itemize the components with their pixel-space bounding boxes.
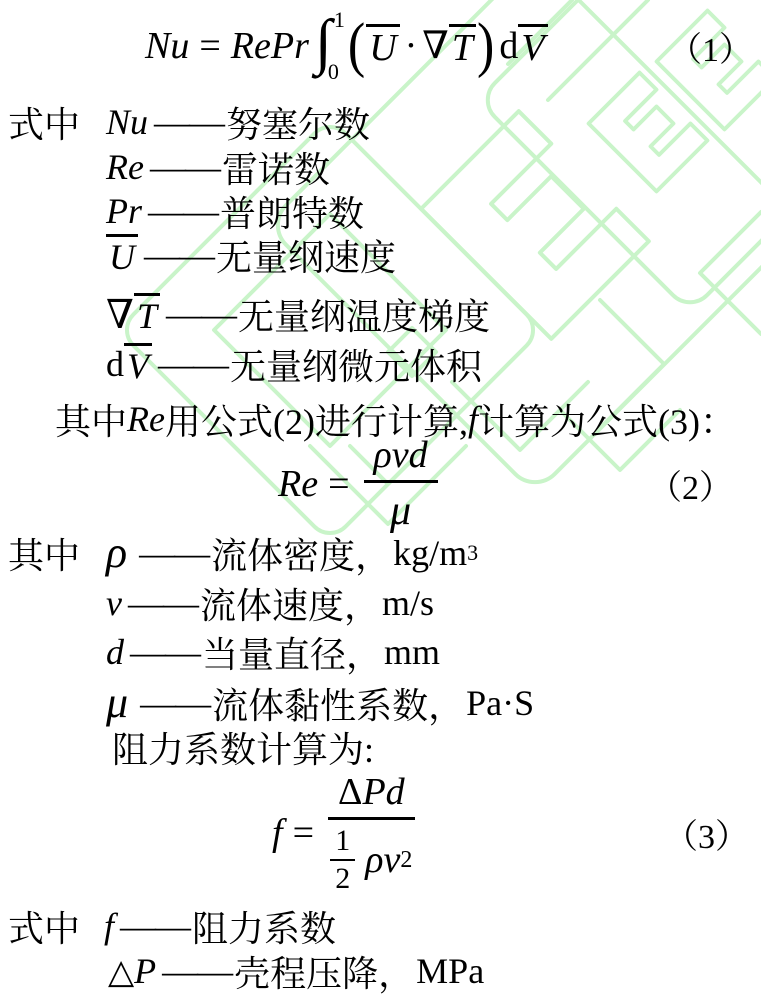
term-nabla-t [106, 293, 160, 335]
integral-sign: ∫ [314, 8, 332, 77]
term-d: d [106, 632, 124, 672]
eq3-rho-v: ρv [365, 839, 401, 881]
definition-row-delta-p [0, 946, 761, 996]
eq3-f: f [272, 812, 283, 854]
definition-row-v [0, 580, 761, 626]
para1-re: Re [127, 399, 165, 439]
definition-dash: —— [139, 533, 210, 573]
definition-dash: —— [140, 683, 211, 723]
definition-dash: —— [158, 344, 228, 384]
definition-desc: 无量纲温度梯度 [237, 296, 490, 337]
eq1-equals: = [199, 25, 221, 67]
nabla-symbol: ∇ [106, 291, 134, 337]
triangle-symbol: △ [108, 954, 135, 991]
equation-3-row [0, 762, 761, 904]
definition-desc: 雷诺数 [221, 149, 330, 190]
definition-dash: —— [127, 583, 198, 623]
definition-row-d [0, 629, 761, 675]
unit-text: MPa [416, 951, 485, 991]
definition-desc: 普朗特数 [220, 193, 365, 234]
eq2-denominator: μ [390, 488, 412, 534]
equation-3-number: （3） [664, 818, 749, 856]
u-bar-letter: U [106, 234, 138, 276]
paragraph-friction-intro [0, 727, 761, 770]
term-pr: Pr [106, 191, 142, 231]
eq2-numerator: ρvd [373, 434, 428, 476]
definition-dash: —— [130, 632, 200, 672]
unit-superscript: 3 [467, 540, 479, 565]
v-bar-letter: V [124, 343, 152, 385]
p-letter: P [134, 951, 157, 991]
eq3-fraction [328, 770, 415, 897]
integral-lower-limit: 0 [327, 59, 339, 84]
eq2-equals: = [328, 463, 350, 505]
term-delta-p [108, 950, 156, 992]
definition-desc: 无量纲微元体积 [230, 346, 483, 387]
definition-desc: 努塞尔数 [226, 104, 371, 145]
para2-text: 阻力系数计算为: [112, 729, 375, 770]
definition-row-re [0, 143, 761, 191]
where-label: 其中 [8, 535, 81, 576]
term-u-bar [106, 234, 138, 276]
equation-2-formula [278, 433, 442, 535]
para1-text: 计算为公式(3)： [477, 401, 736, 442]
definition-desc: 当量直径， [202, 634, 383, 675]
definition-row-f [0, 903, 761, 949]
eq1-u-bar: U [366, 24, 399, 68]
eq3-v-squared: 2 [400, 846, 413, 873]
unit-text: m/s [382, 583, 435, 623]
equation-1-formula [145, 9, 548, 83]
definition-dash: —— [162, 951, 233, 991]
term-f: f [104, 906, 115, 946]
equation-3-formula [272, 770, 419, 897]
term-rho: ρ [106, 528, 128, 577]
half-denominator: 2 [335, 862, 351, 895]
definition-dash: —— [148, 191, 218, 231]
eq1-open-paren: ( [347, 11, 366, 80]
term-dv-bar [106, 343, 152, 385]
definition-desc: 无量纲速度 [216, 237, 397, 278]
one-half-fraction [330, 824, 355, 897]
eq1-nu: Nu [145, 25, 190, 67]
term-nu: Nu [106, 102, 149, 142]
eq3-delta: Δ [338, 770, 363, 813]
t-bar-letter: T [134, 293, 160, 335]
where-label: 式中 [8, 908, 81, 949]
equation-2-row [0, 436, 761, 532]
term-v: v [106, 583, 122, 623]
equation-2-number: （2） [648, 469, 733, 507]
eq2-fraction [364, 433, 438, 535]
unit-text: Pa·S [466, 683, 535, 723]
half-numerator: 1 [330, 824, 355, 862]
eq3-pd: Pd [362, 770, 405, 813]
definition-row-nu [0, 98, 761, 146]
eq1-coeff: RePr [230, 25, 309, 67]
where-label: 式中 [8, 104, 81, 145]
para1-text: 用公式(2)进行计算, [164, 401, 468, 442]
definition-dash: —— [149, 147, 220, 187]
eq2-re: Re [278, 463, 319, 505]
equation-1-number: （1） [668, 31, 753, 69]
para1-text: 其中 [55, 401, 128, 442]
integral-group [315, 9, 345, 83]
definition-dash: —— [144, 235, 214, 275]
eq3-equals: = [292, 812, 314, 854]
eq1-close-paren: ) [476, 11, 495, 80]
definition-desc: 流体黏性系数， [212, 685, 465, 726]
eq1-dot-operator: · [404, 25, 418, 67]
unit-text: mm [384, 632, 441, 672]
differential-d: d [106, 344, 124, 384]
eq1-nabla: ∇ [422, 25, 449, 67]
definition-desc: 流体速度， [199, 585, 380, 626]
definition-row-u-bar [0, 226, 761, 284]
definition-desc: 壳程压降， [234, 953, 415, 994]
term-mu: μ [106, 678, 129, 727]
eq1-v-bar: V [518, 24, 547, 68]
para1-f: f [467, 399, 478, 439]
integral-upper-limit: 1 [333, 7, 345, 32]
definition-row-rho [0, 527, 761, 579]
equation-1-row [0, 0, 761, 92]
definition-row-dv-bar [0, 334, 761, 394]
eq1-t-bar: T [449, 24, 476, 68]
term-re: Re [106, 147, 144, 187]
definition-dash: —— [154, 102, 225, 142]
definition-dash: —— [165, 294, 236, 334]
eq1-differential-d: d [499, 25, 519, 67]
definition-desc: 流体密度， [211, 535, 392, 576]
unit-text: kg/m [393, 533, 468, 573]
definition-desc: 阻力系数 [192, 908, 337, 949]
definition-dash: —— [120, 906, 191, 946]
